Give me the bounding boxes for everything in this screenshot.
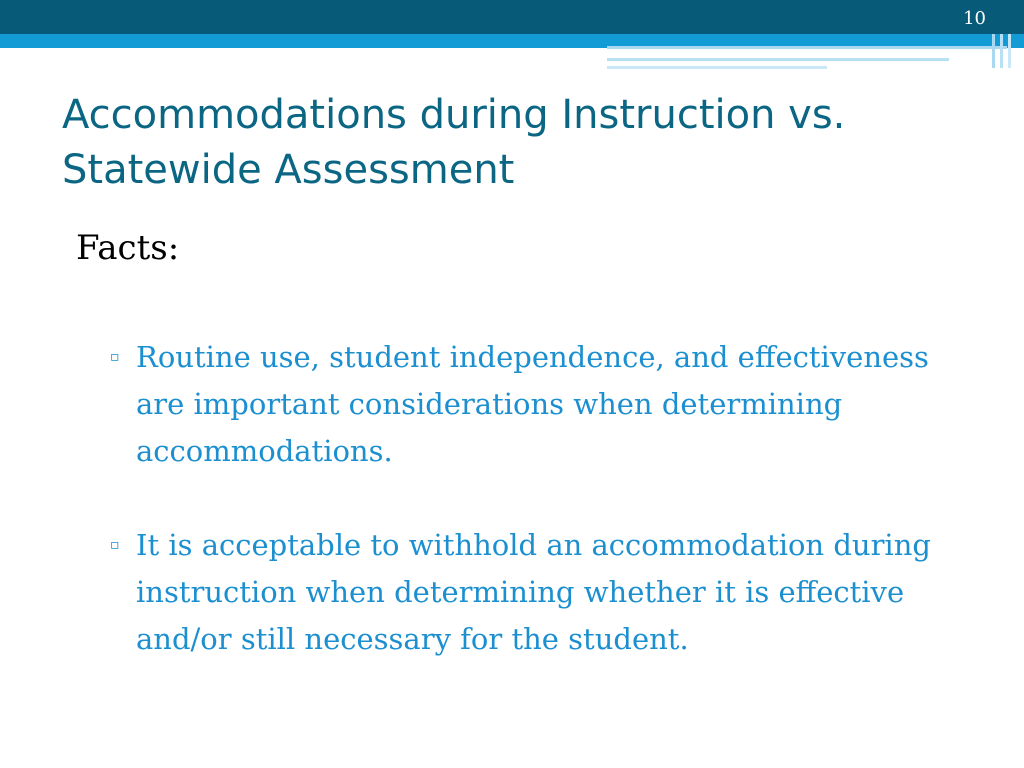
bullet-list <box>110 334 970 663</box>
page-number: 10 <box>963 8 986 29</box>
facts-heading: Facts: <box>76 228 180 268</box>
decorative-vertical-line <box>1000 34 1003 68</box>
square-bullet-icon: ▫ <box>110 537 120 553</box>
decorative-line <box>607 46 1007 49</box>
square-bullet-icon: ▫ <box>110 349 120 365</box>
decorative-vertical-line <box>992 34 995 68</box>
slide-title: Accommodations during Instruction vs. Statewide Assessment <box>62 92 846 193</box>
decorative-vertical-line <box>1008 34 1011 68</box>
bullet-item <box>110 334 970 475</box>
header-band <box>0 0 1024 34</box>
decorative-line <box>607 58 949 61</box>
bullet-text: Routine use, student independence, and effectiveness are important considerations when determining accommodations. <box>136 340 929 468</box>
bullet-text: It is acceptable to withhold an accommodation during instruction when determining whether it is effective and/or still necessary for the student. <box>136 528 931 656</box>
decorative-line <box>607 66 827 69</box>
bullet-item <box>110 522 970 663</box>
